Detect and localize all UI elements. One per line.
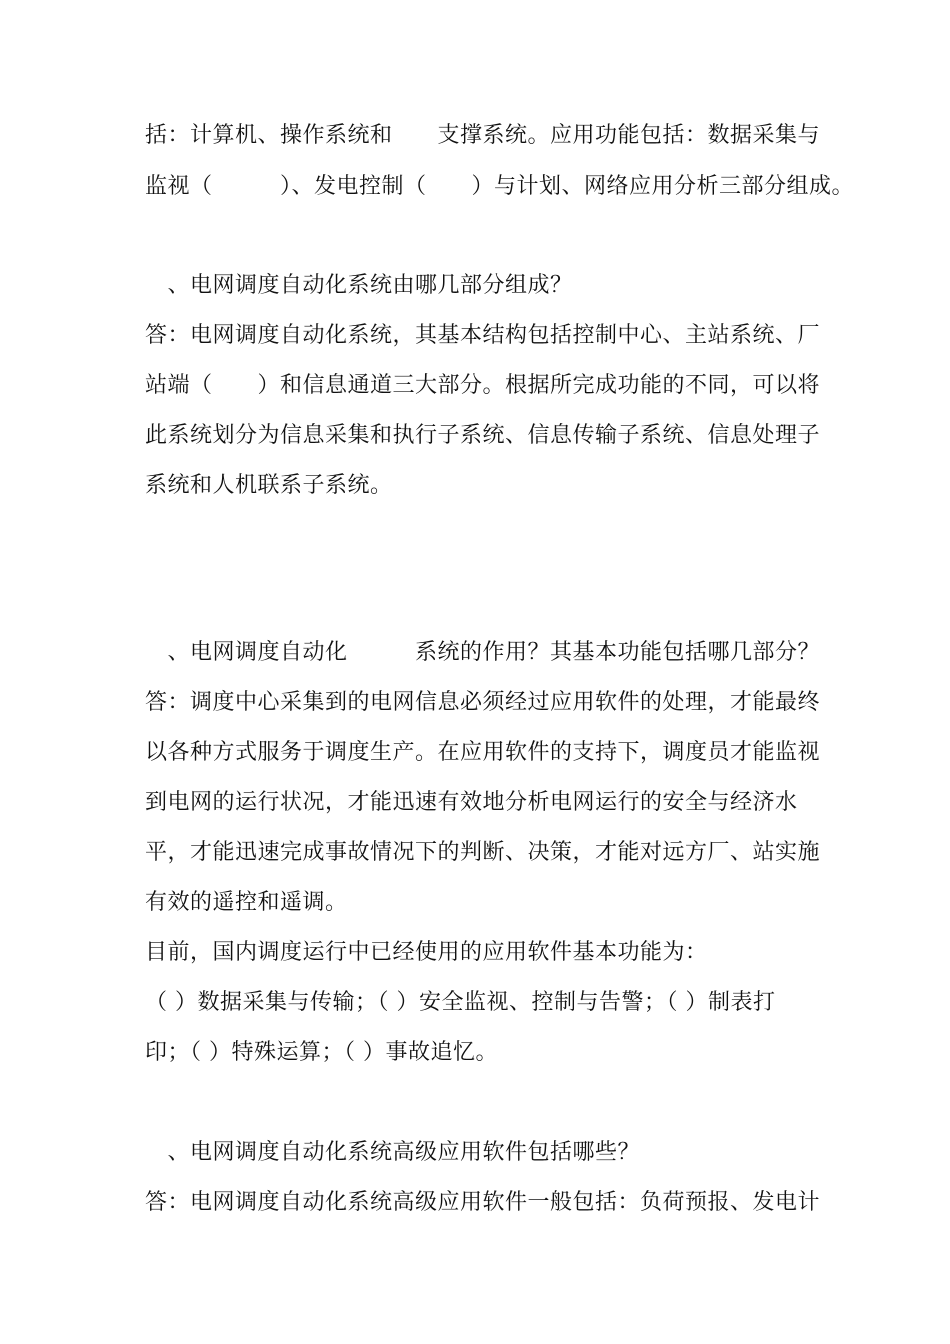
answer-line-12: 印；（ ）特殊运算；（ ）事故追忆。 (145, 1040, 498, 1065)
answer-line-8: 平，才能迅速完成事故情况下的判断、决策，才能对远方厂、站实施 (145, 840, 821, 865)
answer-line-9: 有效的遥控和遥调。 (145, 890, 348, 915)
text-line-1: 括：计算机、操作系统和 支撑系统。应用功能包括：数据采集与 (145, 123, 821, 148)
answer-line-6: 以各种方式服务于调度生产。在应用软件的支持下，调度员才能监视 (145, 740, 821, 765)
answer-line-2: 站端（ ）和信息通道三大部分。根据所完成功能的不同，可以将 (145, 373, 821, 398)
answer-line-7: 到电网的运行状况，才能迅速有效地分析电网运行的安全与经济水 (145, 790, 798, 815)
answer-line-5: 答：调度中心采集到的电网信息必须经过应用软件的处理，才能最终 (145, 690, 821, 715)
answer-line-10: 目前，国内调度运行中已经使用的应用软件基本功能为： (145, 940, 708, 965)
answer-line-4: 系统和人机联系子系统。 (145, 473, 393, 498)
answer-line-13: 答：电网调度自动化系统高级应用软件一般包括：负荷预报、发电计 (145, 1190, 821, 1215)
question-heading-2: 、电网调度自动化 系统的作用？其基本功能包括哪几部分？ (145, 640, 821, 665)
text-line-2: 监视（ ）、发电控制（ ）与计划、网络应用分析三部分组成。 (145, 174, 855, 199)
answer-line-3: 此系统划分为信息采集和执行子系统、信息传输子系统、信息处理子 (145, 423, 821, 448)
answer-line-1: 答：电网调度自动化系统，其基本结构包括控制中心、主站系统、厂 (145, 323, 821, 348)
answer-line-11: （ ）数据采集与传输；（ ）安全监视、控制与告警；（ ）制表打 (145, 990, 776, 1015)
question-heading-1: 、电网调度自动化系统由哪几部分组成？ (145, 273, 573, 298)
question-heading-3: 、电网调度自动化系统高级应用软件包括哪些？ (145, 1140, 641, 1165)
